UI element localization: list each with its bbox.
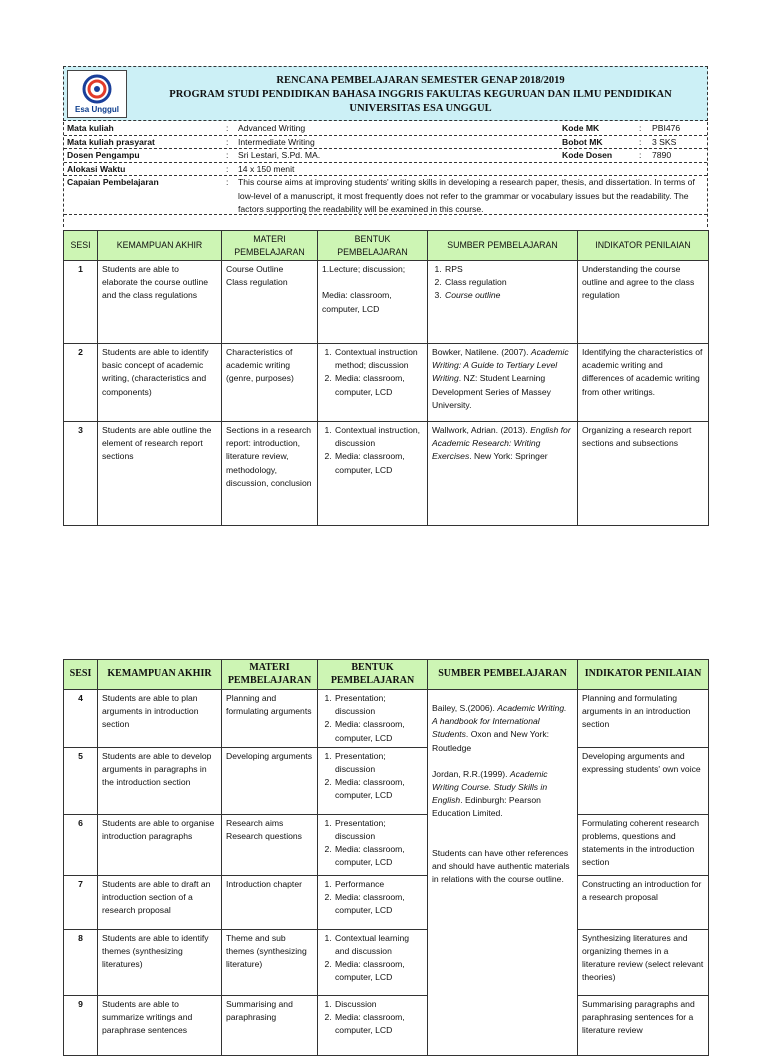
header-indikator: INDIKATOR PENILAIAN [578,660,709,690]
list-item: 1. RPS [444,263,573,276]
cell-materi: Introduction chapter [222,875,318,929]
cell-materi: Characteristics of academic writing (genre, purposes) [222,344,318,422]
cell-bentuk [318,814,428,875]
title-line-3: UNIVERSITAS ESA UNGGUL [349,103,492,114]
cell-bentuk [318,747,428,814]
title-line-1: RENCANA PEMBELAJARAN SEMESTER GENAP 2018/2019 [276,75,565,86]
header-kemampuan: KEMAMPUAN AKHIR [98,660,222,690]
university-logo [67,70,127,118]
info-colon: : [226,136,229,147]
list-item: 2. Media: classroom, computer, LCD [334,372,423,398]
table-row [64,929,709,995]
cell-kemampuan: Students are able to identify themes (synthesizing literatures) [98,929,222,995]
cell-sesi: 8 [64,929,98,995]
cell-bentuk [318,344,428,422]
info-label: Mata kuliah [67,123,114,133]
capaian-text: This course aims at improving students' writing skills in developing a research paper, thesis, and dissertation. In terms of low-level of a manuscript, it most frequently does not refer to the grammar or vocabulary issues but the readability. The factors supporting the readability will be examined in this course. [238,177,695,214]
logo-text: Esa Unggul [74,105,119,114]
header-sumber: SUMBER PEMBELAJARAN [428,231,578,261]
info-right-label: Kode Dosen [562,150,613,161]
ref-title: Academic Writing: A Guide to Tertiary Level Writing [432,347,569,384]
info-right-value: 7890 [652,150,672,161]
cell-kemampuan: Students are able to develop arguments in paragraphs in the introduction section [98,747,222,814]
list-item: 1. Discussion [334,998,423,1011]
list-item [444,289,573,302]
cell-indikator: Developing arguments and expressing students' own voice [578,747,709,814]
ref-publisher: . Oxon and New York: Routledge [432,729,550,753]
cell-sesi: 2 [64,344,98,422]
info-colon: : [226,150,229,161]
cell-indikator: Constructing an introduction for a research proposal [578,875,709,929]
cell-indikator: Summarising paragraphs and paraphrasing sentences for a literature review [578,995,709,1055]
info-colon: : [226,123,229,133]
list-item: 1. Presentation; discussion [334,817,423,843]
cell-kemampuan: Students are able to elaborate the course outline and the class regulations [98,261,222,344]
info-right-value: PBI476 [652,123,681,133]
list-item: 2. Media: classroom, computer, LCD [334,776,423,802]
info-colon: : [226,163,229,174]
table-row [64,422,709,526]
header-sesi: SESI [64,231,98,261]
list-item: 2. Media: classroom, computer, LCD [334,843,423,869]
list-item: 2. Media: classroom, computer, LCD [334,958,423,984]
info-row-mata-kuliah [64,122,707,136]
cell-sumber [428,422,578,526]
cell-kemampuan: Students are able outline the element of research report sections [98,422,222,526]
sumber-ref-1 [432,702,573,755]
header-bentuk: BENTUK PEMBELAJARAN [318,660,428,690]
header-materi: MATERI PEMBELAJARAN [222,660,318,690]
cell-indikator: Identifying the characteristics of academic writing and differences of academic writing from other writings. [578,344,709,422]
cell-sesi: 4 [64,690,98,748]
cell-sesi: 1 [64,261,98,344]
list-item-italic: Course outline [445,290,501,301]
document-title [134,74,707,116]
cell-kemampuan: Students are able to plan arguments in introduction section [98,690,222,748]
header-indikator: INDIKATOR PENILAIAN [578,231,709,261]
ref-author: Wallwork, Adrian. (2013). [432,425,528,435]
list-item: 2. Class regulation [444,276,573,289]
header-materi: MATERI PEMBELAJARAN [222,231,318,261]
cell-materi: Planning and formulating arguments [222,690,318,748]
esa-unggul-logo-icon [82,74,112,104]
header-sesi: SESI [64,660,98,690]
cell-indikator: Understanding the course outline and agree to the class regulation [578,261,709,344]
cell-kemampuan: Students are able to organise introduction paragraphs [98,814,222,875]
cell-kemampuan: Students are able to summarize writings and paraphrase sentences [98,995,222,1055]
cell-indikator: Synthesizing literatures and organizing themes in a literature review (select relevant theories) [578,929,709,995]
list-item: 1. Contextual instruction method; discussion [334,346,423,372]
ref-publisher: . NZ: Student Learning Development Series of Massey University. [432,373,551,410]
ref-title: Academic Writing. A handbook for International Students [432,703,567,740]
info-right-label: Bobot MK [562,136,603,147]
table-row [64,747,709,814]
cell-materi: Theme and sub themes (synthesizing literature) [222,929,318,995]
info-value: Intermediate Writing [238,136,315,147]
header-bentuk: BENTUK PEMBELAJARAN [318,231,428,261]
cell-indikator: Organizing a research report sections and subsections [578,422,709,526]
list-item: 2. Media: classroom, computer, LCD [334,718,423,744]
cell-sumber-merged [428,690,578,1056]
info-right-label: Kode MK [562,123,600,133]
list-item: 2. Media: classroom, computer, LCD [334,450,423,476]
cell-sesi: 9 [64,995,98,1055]
ref-publisher: . New York: Springer [469,451,548,462]
info-colon: : [639,150,642,161]
cell-indikator: Planning and formulating arguments in an introduction section [578,690,709,748]
table-row [64,875,709,929]
table-row [64,814,709,875]
list-item: 1. Contextual instruction, discussion [334,424,423,450]
ref-title: English for Academic Research: Writing Exercises [432,425,571,462]
info-value: 14 x 150 menit [238,163,295,174]
info-value: Advanced Writing [238,123,306,133]
info-colon: : [639,136,642,147]
table-header-row [64,231,709,261]
header-sumber: SUMBER PEMBELAJARAN [428,660,578,690]
info-spacer [64,215,707,227]
list-item: 1. Presentation; discussion [334,692,423,718]
table-row [64,690,709,748]
spacer [432,821,573,847]
info-colon: : [639,123,642,133]
table-row [64,344,709,422]
cell-bentuk [318,929,428,995]
info-row-capaian [64,176,707,215]
ref-author: Bowker, Natilene. (2007). [432,347,529,357]
ref-title: Academic Writing Course. Study Skills in English [432,768,548,806]
table-header-row [64,660,709,690]
info-row-alokasi [64,163,707,177]
cell-kemampuan: Students are able to identify basic concept of academic writing, (characteristics and components) [98,344,222,422]
info-right-value: 3 SKS [652,136,677,147]
info-label: Mata kuliah prasyarat [67,136,155,147]
cell-bentuk: 1.Lecture; discussion; Media: classroom, computer, LCD [318,261,428,344]
list-item: 2. Media: classroom, computer, LCD [334,891,423,917]
header-kemampuan: KEMAMPUAN AKHIR [98,231,222,261]
sumber-note: Students can have other references and should have authentic materials in relations with the course outline. [432,847,570,885]
info-value: Sri Lestari, S.Pd. MA. [238,150,321,161]
session-table-1 [63,230,709,526]
info-label: Dosen Pengampu [67,150,140,161]
list-item: 2. Media: classroom, computer, LCD [334,1011,423,1037]
info-label: Capaian Pembelajaran [67,177,159,188]
cell-materi: Sections in a research report: introduction, literature review, methodology, discussion, conclusion [222,422,318,526]
cell-kemampuan: Students are able to draft an introduction section of a research proposal [98,875,222,929]
session-table-2 [63,659,709,1056]
sumber-ref-2 [432,768,573,821]
info-colon: : [226,177,229,188]
cell-materi: Research aims Research questions [222,814,318,875]
cell-sumber [428,261,578,344]
cell-sesi: 5 [64,747,98,814]
document-header [63,66,708,121]
info-label: Alokasi Waktu [67,163,126,174]
cell-bentuk [318,875,428,929]
spacer [432,755,573,768]
list-item: 1. Presentation; discussion [334,750,423,776]
list-item: 1. Contextual learning and discussion [334,932,423,958]
list-item: 1. Performance [334,878,423,891]
table-row [64,995,709,1055]
cell-bentuk [318,690,428,748]
cell-materi: Summarising and paraphrasing [222,995,318,1055]
ref-publisher: . Edinburgh: Pearson Education Limited. [432,795,541,819]
cell-bentuk [318,995,428,1055]
cell-sumber [428,344,578,422]
table-row [64,261,709,344]
ref-author: Jordan, R.R.(1999). [432,768,508,779]
cell-indikator: Formulating coherent research problems, questions and statements in the introduction section [578,814,709,875]
cell-materi: Developing arguments [222,747,318,814]
ref-author: Bailey, S.(2006). [432,703,495,713]
cell-bentuk [318,422,428,526]
title-line-2: PROGRAM STUDI PENDIDIKAN BAHASA INGGRIS FAKULTAS KEGURUAN DAN ILMU PENDIDIKAN [169,89,672,100]
cell-sesi: 3 [64,422,98,526]
cell-sesi: 7 [64,875,98,929]
cell-sesi: 6 [64,814,98,875]
cell-materi: Course Outline Class regulation [222,261,318,344]
course-info [63,122,708,227]
info-row-prasyarat [64,136,707,150]
info-row-dosen [64,149,707,163]
